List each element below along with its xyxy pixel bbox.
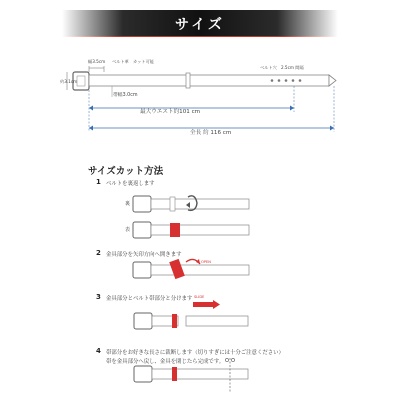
step4-number: 4 — [96, 347, 101, 355]
step3-number: 3 — [96, 293, 101, 301]
buckle-height-label: 約3.1cm — [60, 79, 78, 84]
step1-illustration — [133, 196, 249, 238]
step3-text: 金具部分とベルト帯部分と分けます — [106, 296, 193, 302]
label-back: 裏 — [125, 201, 131, 207]
size-cut-title: サイズカット方法 — [88, 166, 164, 177]
step3-illustration — [134, 300, 248, 329]
step2-text: 金具部分を矢印方向へ開きます — [106, 252, 182, 258]
step2-illustration — [133, 259, 249, 279]
step1-number: 1 — [96, 178, 101, 186]
strap-label: ベルト革 カット可能 — [112, 59, 154, 64]
page-title: サイズ — [175, 17, 225, 33]
label-front: 表 — [125, 227, 131, 233]
slide-label: SLIDE — [194, 295, 205, 299]
max-waist-label: 最大ウエスト約101 cm — [140, 109, 201, 115]
hole-label: ベルト穴 2.5cm 間隔 — [260, 65, 304, 70]
step4-text2: 帯を金具部分へ戻し、金具を閉じたら完成です。 — [106, 359, 225, 365]
belt-top-illustration — [67, 66, 336, 132]
step1-text: ベルトを裏返します — [106, 181, 155, 187]
step2-number: 2 — [96, 249, 101, 257]
total-length-label: 全長 約 116 cm — [190, 130, 232, 136]
scissors-icon — [225, 358, 228, 361]
step4-text: 帯部分をお好きな長さに裁断します（切りすぎには十分ご注意ください） — [106, 350, 284, 356]
buckle-width-label: 幅3.5cm — [88, 59, 106, 64]
open-label: OPEN — [201, 260, 211, 264]
width-label: 帯幅3.0cm — [113, 93, 138, 98]
